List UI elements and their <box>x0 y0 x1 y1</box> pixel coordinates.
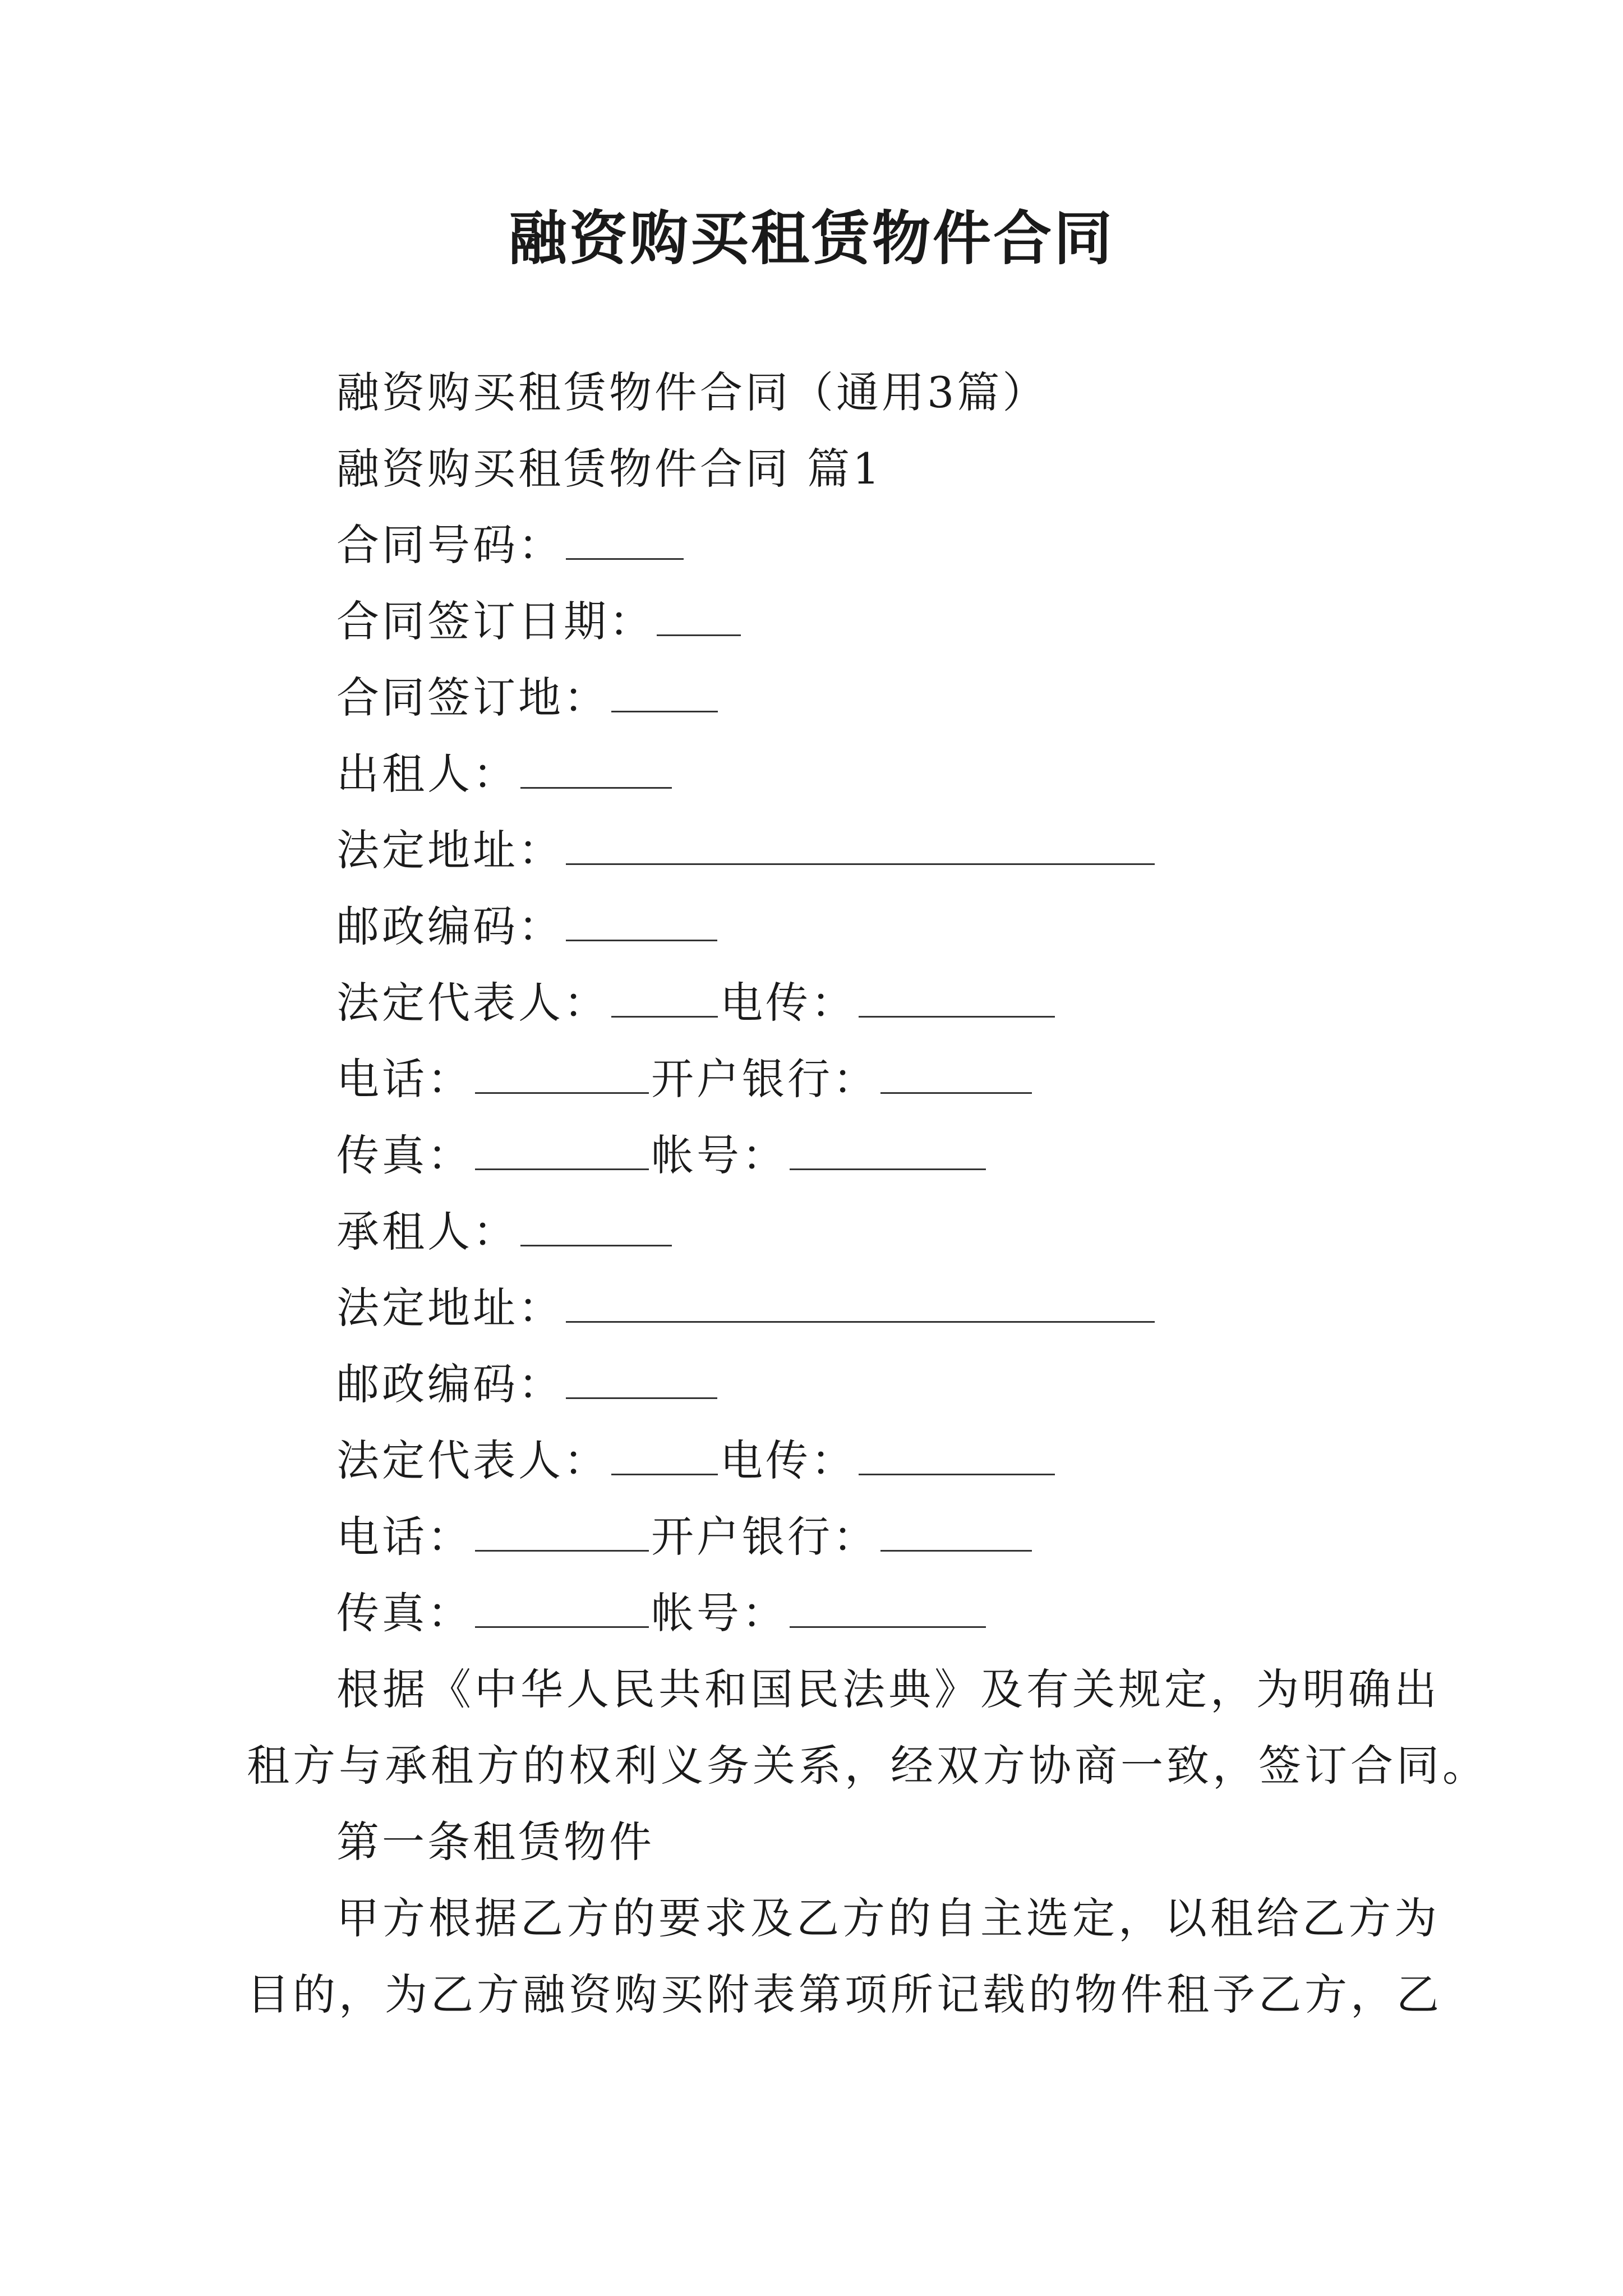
lessor-account-label: 帐号： <box>651 1130 787 1180</box>
lessor-phone-blank <box>475 1055 649 1094</box>
lessor-fax-field <box>336 1128 988 1184</box>
lessor-field <box>336 746 674 802</box>
lessee-phone-blank <box>475 1513 649 1552</box>
lessor-bank-blank <box>880 1055 1032 1094</box>
lessee-legal-rep-blank <box>611 1437 718 1475</box>
preamble-line-2: 租方与承租方的权利义务关系，经双方协商一致，签订合同。 <box>247 1741 1488 1791</box>
article-1-heading: 第一条租赁物件 <box>336 1817 654 1867</box>
lessee-bank-blank <box>880 1513 1032 1552</box>
lessor-address-blank <box>566 826 1155 865</box>
lessor-telegraph-blank <box>859 979 1055 1018</box>
lessee-phone-field <box>336 1509 1034 1565</box>
section-heading: 融资购买租赁物件合同 篇1 <box>336 444 883 494</box>
contract-no-field <box>336 517 686 573</box>
lessee-blank <box>520 1208 672 1246</box>
lessee-account-label: 帐号： <box>651 1588 787 1638</box>
lessor-postcode-blank <box>566 903 717 941</box>
sign-place-label: 合同签订地： <box>336 673 609 723</box>
document-subtitle: 融资购买租赁物件合同（通用3篇） <box>336 367 1048 417</box>
lessor-legal-rep-blank <box>611 979 718 1018</box>
lessee-bank-label: 开户银行： <box>651 1512 878 1562</box>
lessee-telegraph-blank <box>859 1437 1055 1475</box>
lessor-bank-label: 开户银行： <box>651 1054 878 1104</box>
lessee-phone-label: 电话： <box>336 1512 473 1562</box>
preamble-line-1: 根据《中华人民共和国民法典》及有关规定，为明确出 <box>336 1664 1440 1714</box>
sign-date-field <box>336 593 743 650</box>
lessee-legal-rep-field <box>336 1433 1057 1489</box>
lessee-fax-field <box>336 1585 988 1641</box>
article-1-line-1: 甲方根据乙方的要求及乙方的自主选定，以租给乙方为 <box>336 1893 1440 1943</box>
sign-place-field <box>336 670 720 726</box>
sign-date-blank <box>657 597 741 636</box>
contract-no-label: 合同号码： <box>336 520 564 570</box>
lessor-fax-blank <box>475 1131 649 1170</box>
document-title: 融资购买租赁物件合同 <box>508 204 1114 273</box>
lessor-address-label: 法定地址： <box>336 825 564 875</box>
lessee-postcode-blank <box>566 1360 717 1399</box>
lessor-phone-field <box>336 1051 1034 1107</box>
lessee-telegraph-label: 电传： <box>720 1435 856 1485</box>
lessor-label: 出租人： <box>336 749 518 799</box>
lessee-address-field <box>336 1280 1157 1336</box>
lessor-postcode-field <box>336 899 720 955</box>
article-1-line-2: 目的，为乙方融资购买附表第项所记载的物件租予乙方，乙 <box>247 1970 1442 2019</box>
lessee-account-blank <box>790 1589 986 1628</box>
lessor-account-blank <box>790 1131 986 1170</box>
lessor-legal-rep-field <box>336 975 1057 1031</box>
lessor-fax-label: 传真： <box>336 1130 473 1180</box>
lessee-address-label: 法定地址： <box>336 1283 564 1333</box>
lessor-telegraph-label: 电传： <box>720 978 856 1028</box>
lessee-postcode-field <box>336 1356 720 1412</box>
sign-place-blank <box>611 674 718 712</box>
sign-date-label: 合同签订日期： <box>336 596 654 646</box>
lessee-legal-rep-label: 法定代表人： <box>336 1435 609 1485</box>
lessor-blank <box>520 750 672 789</box>
lessee-fax-label: 传真： <box>336 1588 473 1638</box>
contract-no-blank <box>566 521 684 560</box>
lessor-phone-label: 电话： <box>336 1054 473 1104</box>
lessee-postcode-label: 邮政编码： <box>336 1359 564 1409</box>
lessor-address-field <box>336 822 1157 878</box>
lessee-fax-blank <box>475 1589 649 1628</box>
lessor-postcode-label: 邮政编码： <box>336 901 564 951</box>
lessee-label: 承租人： <box>336 1207 518 1257</box>
lessor-legal-rep-label: 法定代表人： <box>336 978 609 1028</box>
lessee-field <box>336 1204 674 1260</box>
lessee-address-blank <box>566 1284 1155 1323</box>
